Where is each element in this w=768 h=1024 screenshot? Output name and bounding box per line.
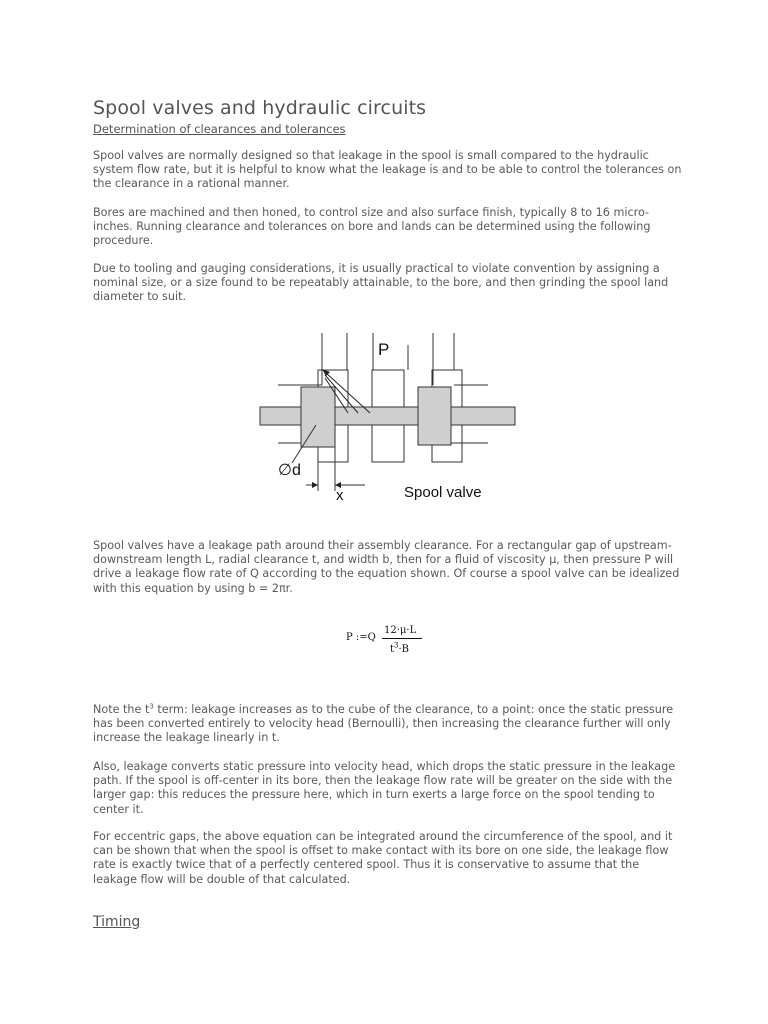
paragraph-leakage-path: Spool valves have a leakage path around their assembly clearance. For a rectangular gap of upstream-downstream length L, radial clearance t, and width b, then for a fluid of viscosity μ, then pressure P will drive a leakage flow rate of Q according to the equation shown. Of course a spool valve can be idealized with this equation by using b = 2πr. <box>93 539 680 595</box>
section-subtitle: Determination of clearances and tolerances <box>93 122 346 136</box>
fraction-bar <box>382 638 422 639</box>
diagram-caption: Spool valve <box>404 484 482 501</box>
equation-lhs: P :=Q <box>346 632 376 643</box>
paragraph-tooling: Due to tooling and gauging considerations, it is usually practical to violate convention by assigning a nominal size, or a size found to be repeatably attainable, to the bore, and then grinding the spool land diameter to suit. <box>93 262 669 304</box>
equation-numerator: 12·μ·L <box>384 625 417 636</box>
leakage-equation <box>346 622 466 666</box>
equation-denominator: $t^3\cdot B$ <box>390 641 410 655</box>
paragraph-velocity-head: Also, leakage converts static pressure into velocity head, which drops the static pressure in the leakage path. If the spool is off-center in its bore, then the leakage flow rate will be greater on the side with the larger gap: this reduces the pressure here, which in turn exerts a large force on the spool tending to center it. <box>93 760 676 816</box>
label-p: P <box>378 340 390 359</box>
paragraph-intro: Spool valves are normally designed so that leakage in the spool is small compared to the hydraulic system flow rate, but it is helpful to know what the leakage is and to be able to control the tolerances on the clearance in a rational manner. <box>93 149 682 191</box>
spool-valve-diagram <box>240 325 530 505</box>
spool-land <box>301 387 335 447</box>
paragraph-bores: Bores are machined and then honed, to control size and also surface finish, typically 8 to 16 micro-inches. Running clearance and tolerances on bore and lands can be determined using the following procedure. <box>93 206 651 248</box>
spool-shaft <box>260 407 515 425</box>
page-title: Spool valves and hydraulic circuits <box>93 97 427 119</box>
section-heading-timing: Timing <box>93 914 141 930</box>
paragraph-eccentric-gaps: For eccentric gaps, the above equation can be integrated around the circumference of the spool, and it can be shown that when the spool is offset to make contact with its bore on one side, the leakage flow rate is exactly twice that of a perfectly centered spool. Thus it is conservative to assume that the leakage flow will be double of that calculated. <box>93 830 673 886</box>
superscript-3: 3 <box>149 702 154 711</box>
label-x: x <box>336 487 344 504</box>
spool-land <box>418 387 451 445</box>
paragraph-cube-note: Note the $t^3$ term: leakage increases as to the cube of the clearance, to a point: once the static pressure has been converted entirely to velocity head (Bernoulli), then increasing the clearance further will only increase the leakage linearly in t. <box>93 702 674 745</box>
label-diameter: ∅d <box>278 462 301 479</box>
arrow-head <box>312 482 318 488</box>
